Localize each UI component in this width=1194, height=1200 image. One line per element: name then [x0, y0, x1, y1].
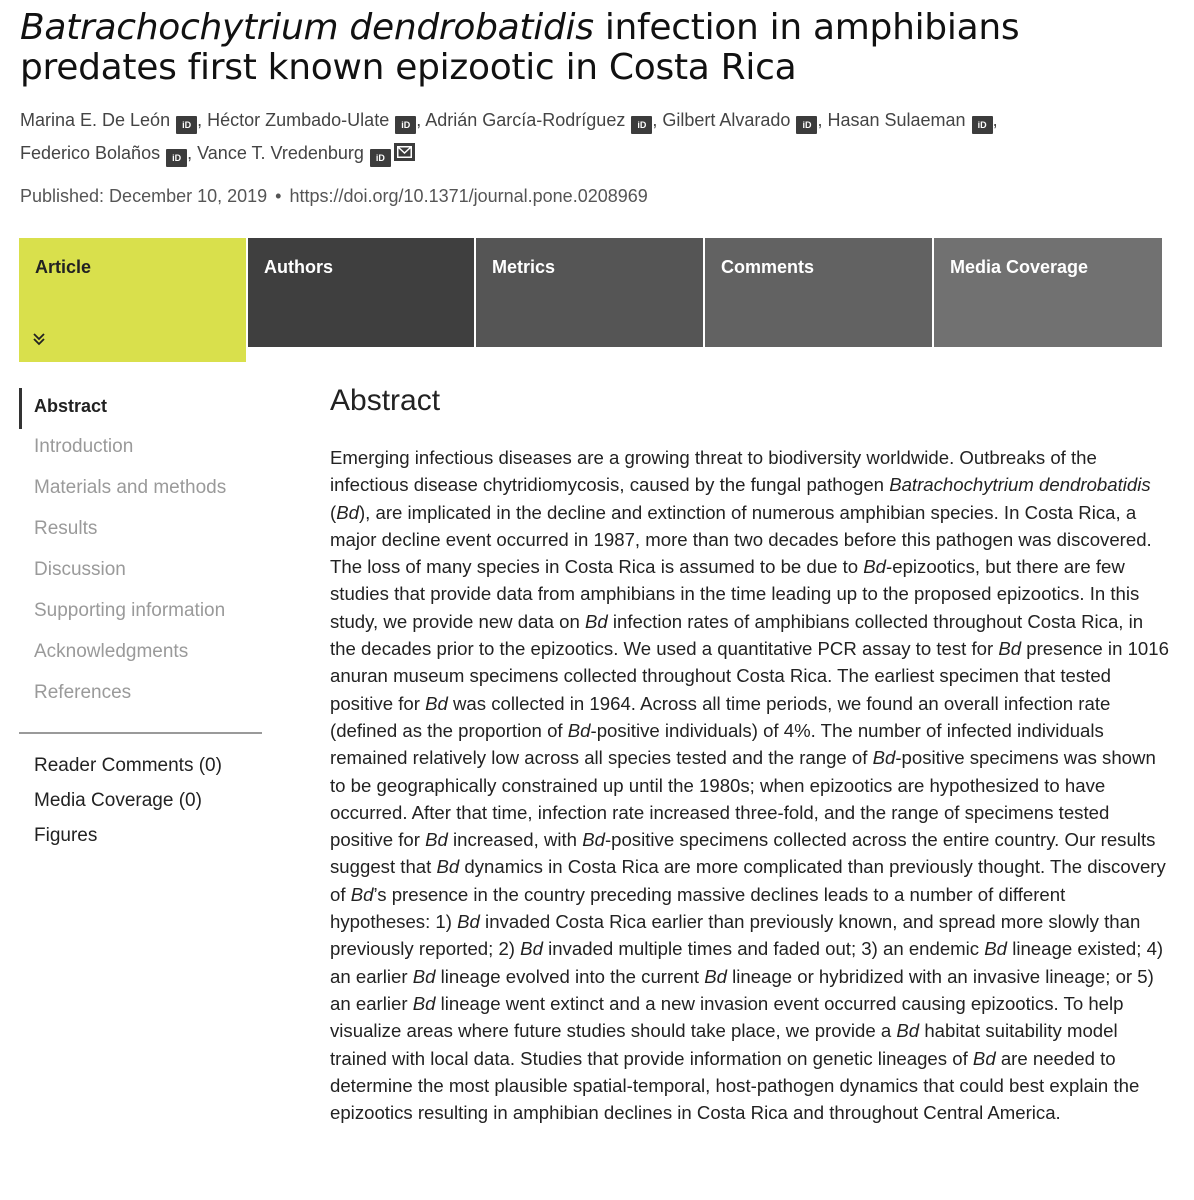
abstract-text: lineage went extinct and a new invasion event occurred causing epizootics. To help visualize areas where future studies should take place, we provide a: [330, 992, 1124, 1042]
abstract-italic: Bd: [582, 829, 605, 851]
article-title: [20, 8, 1170, 88]
abstract-text: invaded multiple times and faded out; 3) an endemic: [542, 938, 985, 960]
nav-divider: [19, 732, 262, 734]
abstract-text: habitat suitability model trained with local data. Studies that provide information on genetic lineages of: [330, 1020, 1118, 1069]
abstract-italic: Bd: [457, 911, 480, 933]
nav-item-abstract[interactable]: Abstract: [19, 388, 262, 429]
tab-article[interactable]: [19, 238, 246, 362]
doi-link[interactable]: https://doi.org/10.1371/journal.pone.0208969: [289, 186, 648, 206]
extra-links: [34, 748, 222, 853]
abstract-text: presence in 1016 anuran museum specimens collected throughout Costa Rica. The earliest specimen that tested positive for: [330, 638, 1169, 714]
media-coverage-link[interactable]: Media Coverage (0): [34, 790, 202, 811]
abstract-italic: Bd: [425, 692, 448, 714]
tab-comments[interactable]: [705, 238, 932, 347]
separator-bullet: •: [275, 186, 282, 206]
abstract-body: [330, 444, 1170, 1126]
author[interactable]: [197, 143, 415, 163]
orcid-icon[interactable]: iD: [395, 116, 416, 134]
nav-item-introduction[interactable]: Introduction: [34, 436, 134, 457]
abstract-italic: Bd: [872, 747, 896, 769]
abstract-italic: Bd: [584, 610, 608, 632]
title-italic-part: Batrachochytrium dendrobatidis: [20, 7, 594, 48]
tab-media-coverage[interactable]: [934, 238, 1162, 347]
abstract-italic: Bd: [336, 501, 359, 523]
tab-label: Authors: [264, 257, 333, 277]
nav-item-acknowledgments[interactable]: Acknowledgments: [34, 641, 189, 662]
tab-label: Media Coverage: [950, 257, 1089, 277]
orcid-icon[interactable]: iD: [796, 116, 817, 134]
abstract-text: dynamics in Costa Rica are more complicated than previously thought. The discovery of: [330, 856, 1166, 905]
abstract-italic: Bd: [350, 883, 374, 905]
tab-label: Metrics: [492, 257, 556, 277]
publication-info: [20, 186, 648, 207]
abstract-text: -positive specimens collected across the entire country. Our results suggest that: [330, 829, 1156, 878]
abstract-text: (: [330, 501, 337, 523]
author-name[interactable]: Marina E. De León: [20, 110, 171, 130]
double-chevron-down-icon: [32, 330, 46, 351]
author[interactable]: Hasan Sulaeman iD ,: [827, 110, 997, 130]
abstract-text: Emerging infectious diseases are a growing threat to biodiversity worldwide. Outbreaks of the infectious disease chytridiomycosis, caused by the fungal pathogen: [330, 447, 1097, 496]
published-date: Published: December 10, 2019: [20, 186, 268, 206]
nav-item-materials-and-methods[interactable]: Materials and methods: [34, 477, 227, 498]
author[interactable]: Federico Bolaños iD ,: [20, 143, 192, 163]
abstract-italic: Bd: [863, 556, 887, 578]
title-rest: infection in amphibians predates first known epizootic in Costa Rica: [20, 7, 1020, 88]
abstract-italic: Bd: [567, 719, 591, 741]
abstract-text: invaded Costa Rica earlier than previously known, and spread more slowly than previously reported; 2): [330, 911, 1141, 960]
orcid-icon[interactable]: iD: [631, 116, 652, 134]
abstract-text: lineage evolved into the current: [435, 965, 705, 987]
author[interactable]: Héctor Zumbado-Ulate iD ,: [207, 110, 421, 130]
author-name[interactable]: Federico Bolaños: [20, 143, 161, 163]
abstract-text: increased, with: [447, 829, 583, 851]
abstract-italic: Bd: [436, 856, 460, 878]
orcid-icon[interactable]: iD: [166, 149, 187, 167]
email-icon[interactable]: [394, 143, 415, 161]
nav-item-supporting-information[interactable]: Supporting information: [34, 600, 226, 621]
abstract-heading: Abstract: [330, 384, 441, 417]
orcid-icon[interactable]: iD: [176, 116, 197, 134]
abstract-text: -positive individuals) of 4%. The number of infected individuals remained relatively low across all species tested and the range of: [330, 719, 1104, 769]
author[interactable]: Marina E. De León iD ,: [20, 110, 202, 130]
abstract-text: are needed to determine the most plausible spatial-temporal, host-pathogen dynamics that could best explain the epizootics resulting in amphibian declines in Costa Rica and throughout Central America.: [330, 1047, 1140, 1124]
tab-label: Comments: [721, 257, 815, 277]
author-name[interactable]: Vance T. Vredenburg: [197, 143, 364, 163]
abstract-italic: Bd: [412, 992, 436, 1014]
abstract-text: -epizootics, but there are few studies that provide data from amphibians in the time leading up to the proposed epizootics. In this study, we provide new data on: [330, 556, 1140, 632]
author-name[interactable]: Hasan Sulaeman: [827, 110, 966, 130]
author-list: [20, 104, 1170, 170]
abstract-italic: Bd: [520, 938, 543, 960]
abstract-text: lineage or hybridized with an invasive lineage; or 5) an earlier: [330, 965, 1154, 1014]
abstract-italic: Bd: [984, 938, 1008, 960]
abstract-text: lineage existed; 4) an earlier: [330, 938, 1164, 987]
abstract-italic: Batrachochytrium dendrobatidis: [889, 474, 1151, 496]
abstract-italic: Bd: [425, 829, 448, 851]
abstract-text: -positive specimens was shown to be geographically constrained up until the 1980s; when epizootics are hypothesized to have occurred. After that time, infection rate increased three-fold, and the range of specimens tested positive for: [330, 747, 1156, 851]
abstract-italic: Bd: [412, 965, 436, 987]
abstract-italic: Bd: [704, 965, 727, 987]
tab-label: Article: [35, 257, 92, 277]
nav-item-results[interactable]: Results: [34, 518, 98, 539]
abstract-text: infection rates of amphibians collected throughout Costa Rica, in the decades prior to the epizootics. We used a quantitative PCR assay to test for: [330, 610, 1144, 660]
author-name[interactable]: Adrián García-Rodríguez: [425, 110, 626, 130]
abstract-text: ’s presence in the country preceding massive declines leads to a number of different hypotheses: 1): [330, 883, 1066, 933]
abstract-italic: Bd: [896, 1020, 920, 1042]
tab-metrics[interactable]: [476, 238, 703, 347]
section-nav: [19, 388, 262, 716]
author-name[interactable]: Héctor Zumbado-Ulate: [207, 110, 390, 130]
orcid-icon[interactable]: iD: [370, 149, 391, 167]
article-tabs: [19, 238, 1162, 363]
reader-comments-link[interactable]: Reader Comments (0): [34, 755, 222, 776]
abstract-italic: Bd: [972, 1047, 996, 1069]
orcid-icon[interactable]: iD: [972, 116, 993, 134]
abstract-italic: Bd: [998, 638, 1022, 660]
author[interactable]: Gilbert Alvarado iD ,: [662, 110, 822, 130]
author-name[interactable]: Gilbert Alvarado: [662, 110, 791, 130]
author[interactable]: Adrián García-Rodríguez iD ,: [425, 110, 657, 130]
abstract-text: ), are implicated in the decline and extinction of numerous amphibian species. In Costa Rica, a major decline event occurred in 1987, more than two decades before this pathogen was discovered. The loss of many species in Costa Rica is assumed to be due to: [330, 501, 1152, 578]
abstract-text: was collected in 1964. Across all time periods, we found an overall infection rate (defined as the proportion of: [330, 692, 1111, 741]
nav-item-references[interactable]: References: [34, 682, 132, 703]
figures-link[interactable]: Figures: [34, 825, 98, 846]
tab-authors[interactable]: [248, 238, 474, 347]
nav-item-discussion[interactable]: Discussion: [34, 559, 126, 580]
